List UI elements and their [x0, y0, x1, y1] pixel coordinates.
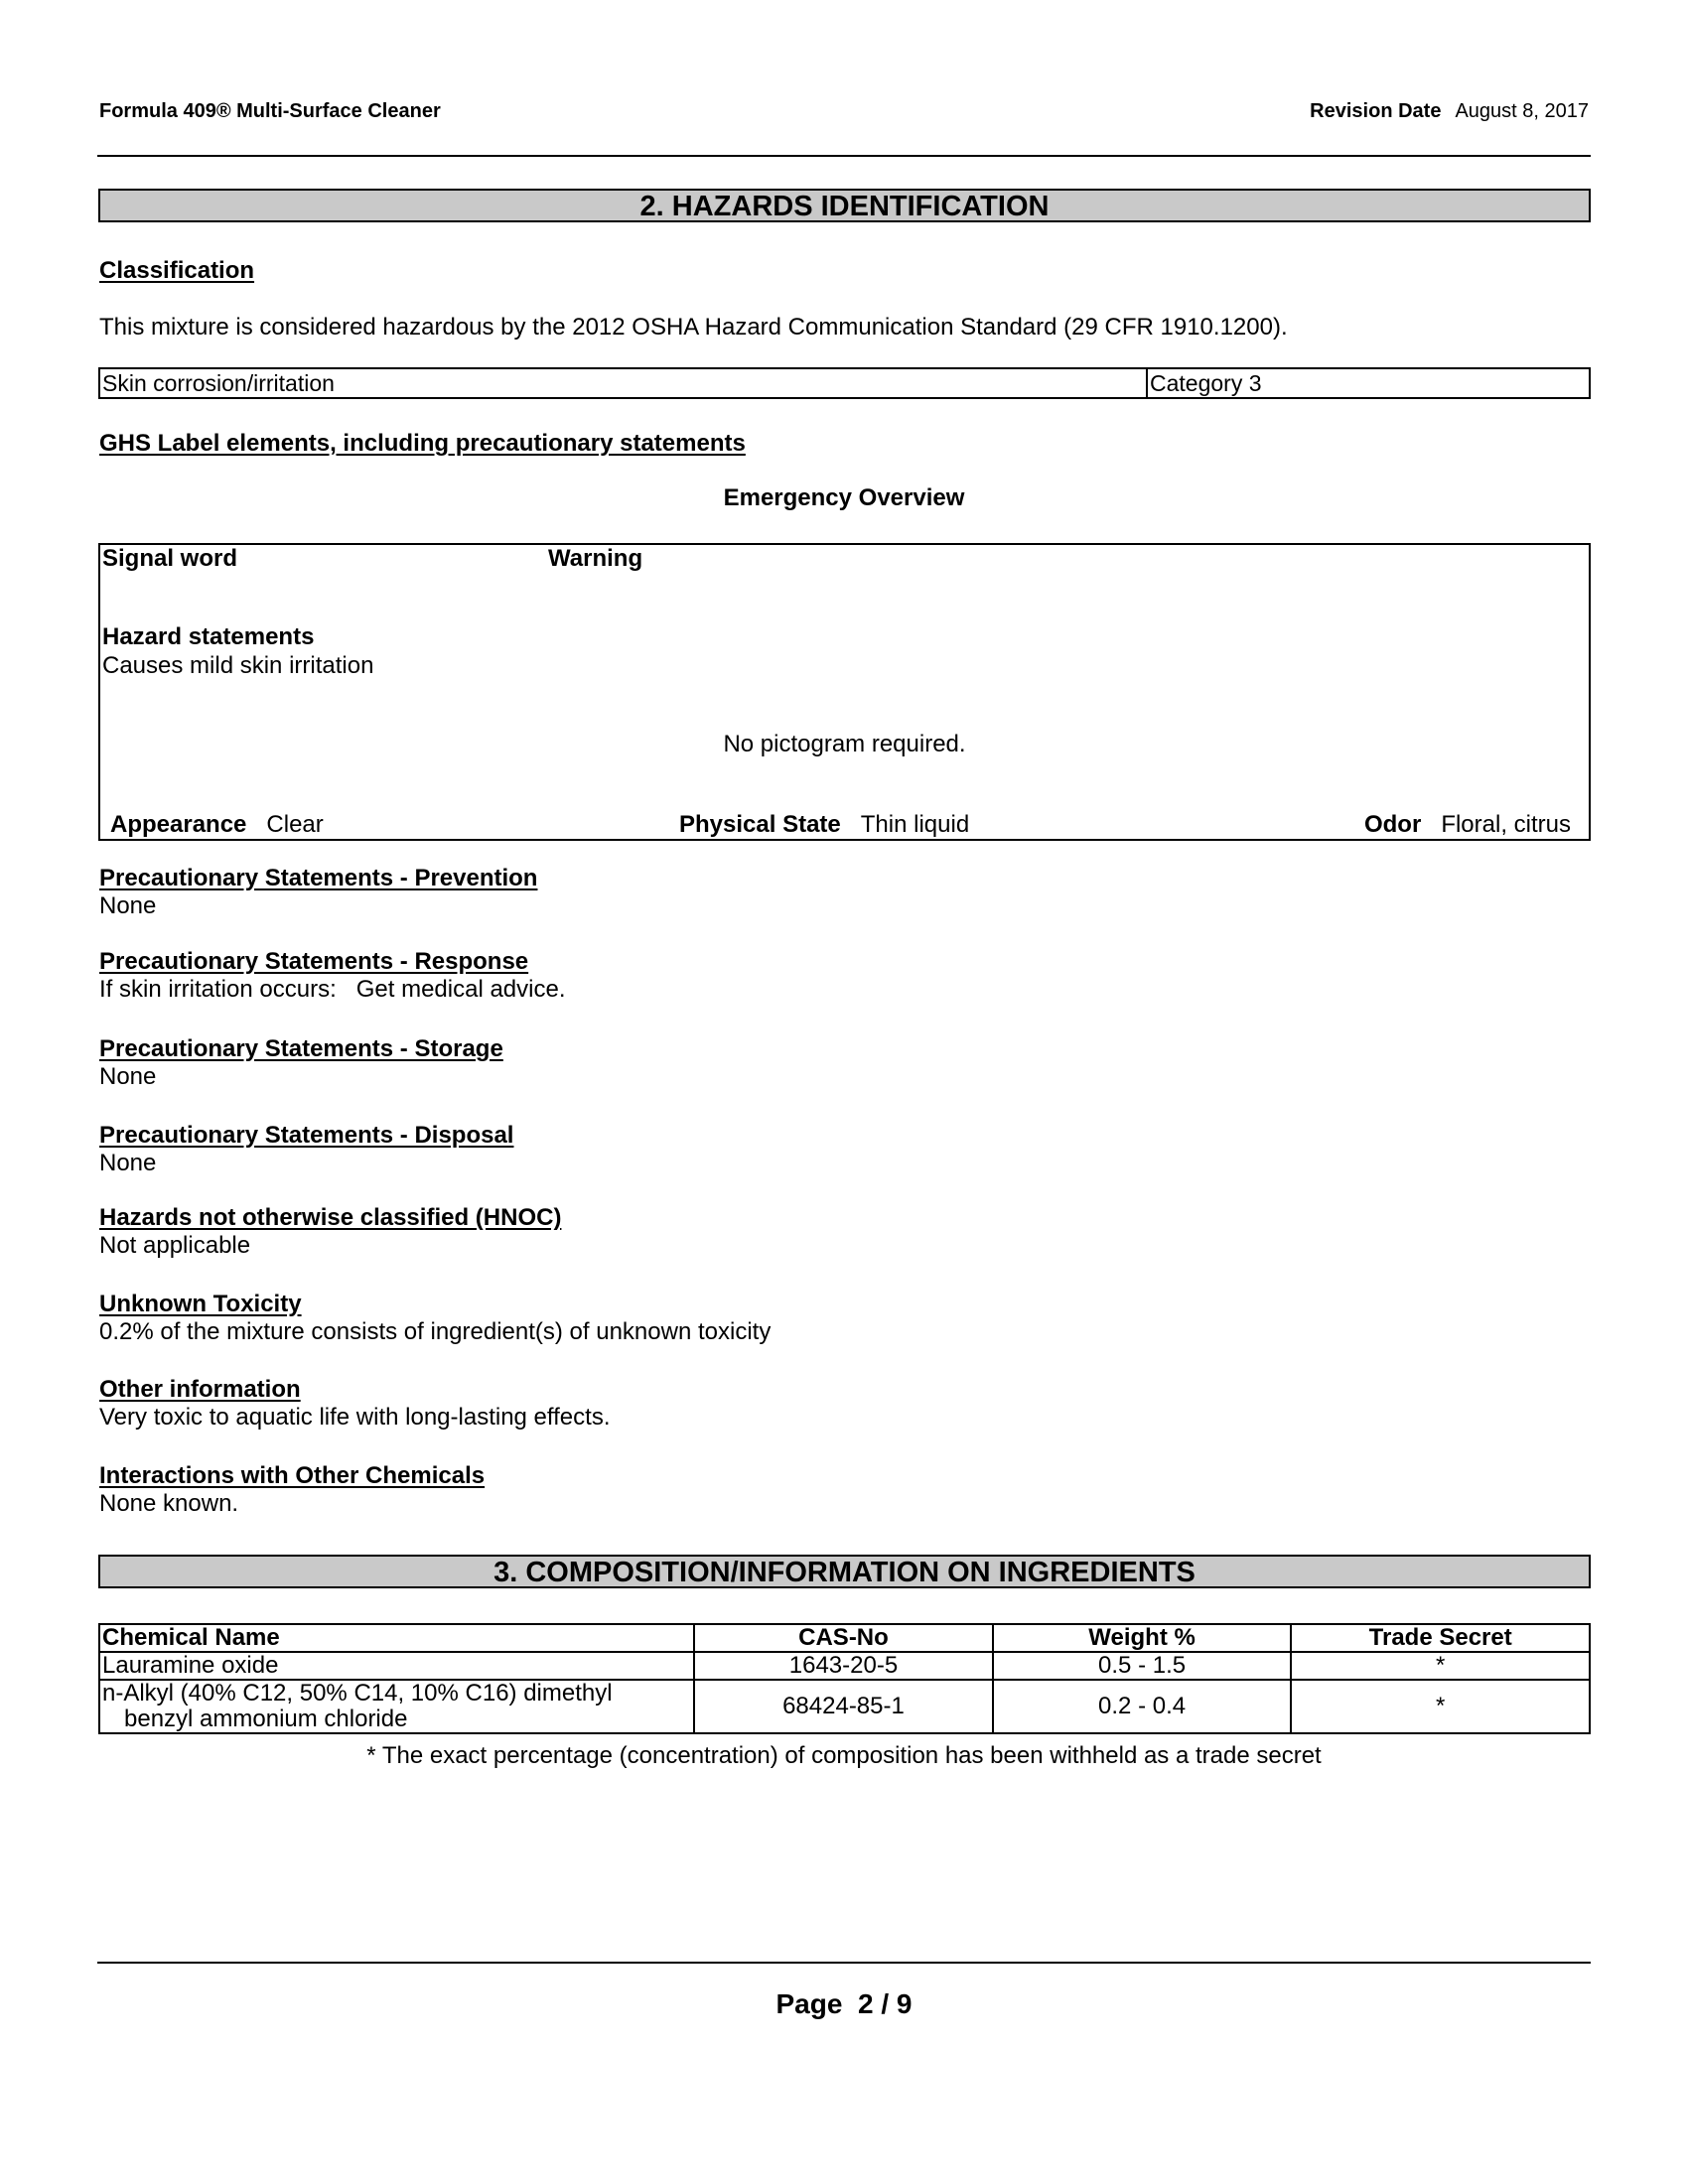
page-indicator: [0, 1988, 1688, 2020]
odor-value: Floral, citrus: [1441, 811, 1571, 838]
statement-block: [99, 1122, 513, 1177]
composition-table: [98, 1623, 1591, 1734]
column-header: Weight %: [993, 1624, 1292, 1652]
column-header: CAS-No: [694, 1624, 993, 1652]
statement-text: Very toxic to aquatic life with long-lasting effects.: [99, 1404, 611, 1431]
footer-divider: [97, 1962, 1591, 1964]
hazard-category: Category 3: [1146, 369, 1262, 397]
appearance-label: Appearance: [110, 811, 247, 838]
table-header-row: [99, 1624, 1590, 1652]
statement-heading: Hazards not otherwise classified (HNOC): [99, 1204, 562, 1231]
emergency-overview-box: [98, 543, 1591, 841]
statement-text: None known.: [99, 1490, 239, 1517]
ghs-heading: GHS Label elements, including precautionary statements: [99, 430, 746, 457]
cas-no: 1643-20-5: [694, 1652, 993, 1680]
trade-secret: *: [1291, 1680, 1590, 1733]
statement-block: [99, 1204, 561, 1260]
section-2-title: 2. HAZARDS IDENTIFICATION: [98, 189, 1591, 222]
statement-text: None: [99, 892, 157, 919]
chemical-name-line: n-Alkyl (40% C12, 50% C14, 10% C16) dimethyl: [102, 1680, 613, 1706]
statement-text: If skin irritation occurs: Get medical advice.: [99, 976, 566, 1003]
table-row: [99, 1652, 1590, 1680]
table-row: [99, 1680, 1590, 1733]
chemical-name-line: benzyl ammonium chloride: [124, 1706, 408, 1732]
statement-heading: Unknown Toxicity: [99, 1291, 302, 1317]
column-header: Chemical Name: [99, 1624, 694, 1652]
pictogram-note: No pictogram required.: [723, 731, 966, 757]
trade-secret: *: [1291, 1652, 1590, 1680]
appearance-value: Clear: [266, 811, 324, 838]
statement-heading: Precautionary Statements - Storage: [99, 1035, 503, 1062]
emergency-overview-title: Emergency Overview: [723, 484, 965, 511]
signal-word-value: Warning: [548, 545, 643, 572]
cas-no: 68424-85-1: [694, 1680, 993, 1733]
classification-row: [98, 367, 1591, 399]
appearance: [110, 811, 324, 839]
statement-text: Not applicable: [99, 1232, 251, 1259]
trade-secret-footnote: * The exact percentage (concentration) of composition has been withheld as a trade secret: [366, 1742, 1322, 1769]
page-number: 2 / 9: [858, 1988, 913, 2019]
statement-text: None: [99, 1150, 157, 1176]
revision-label: Revision Date: [1310, 100, 1442, 122]
statement-heading: Other information: [99, 1376, 301, 1403]
physical-state-label: Physical State: [679, 811, 841, 838]
chemical-name: [99, 1680, 694, 1733]
statement-block: [99, 1291, 771, 1346]
column-header: Trade Secret: [1291, 1624, 1590, 1652]
statement-block: [99, 1462, 485, 1518]
hazard-statements-label: Hazard statements: [102, 623, 315, 650]
statement-heading: Precautionary Statements - Disposal: [99, 1122, 514, 1149]
revision-date-value: August 8, 2017: [1455, 100, 1589, 122]
statement-text: 0.2% of the mixture consists of ingredient(s) of unknown toxicity: [99, 1318, 772, 1345]
statement-heading: Precautionary Statements - Response: [99, 948, 529, 975]
classification-text: This mixture is considered hazardous by the 2012 OSHA Hazard Communication Standard (29 CFR 1910.1200).: [99, 314, 1288, 341]
signal-word-label: Signal word: [102, 545, 238, 572]
statement-block: [99, 1035, 503, 1091]
statement-heading: Interactions with Other Chemicals: [99, 1462, 486, 1489]
chemical-name: Lauramine oxide: [99, 1652, 694, 1680]
classification-heading: Classification: [99, 257, 255, 284]
statement-block: [99, 865, 537, 920]
odor: [1364, 811, 1571, 839]
page-label: Page: [775, 1988, 843, 2019]
weight-percent: 0.2 - 0.4: [993, 1680, 1292, 1733]
header-divider: [97, 155, 1591, 157]
revision-date: [1310, 100, 1589, 123]
odor-label: Odor: [1363, 811, 1422, 838]
statement-text: None: [99, 1063, 157, 1090]
weight-percent: 0.5 - 1.5: [993, 1652, 1292, 1680]
statement-heading: Precautionary Statements - Prevention: [99, 865, 538, 891]
physical-state: [679, 811, 969, 839]
section-3-title: 3. COMPOSITION/INFORMATION ON INGREDIENTS: [98, 1555, 1591, 1588]
physical-state-value: Thin liquid: [860, 811, 970, 838]
statement-block: [99, 948, 566, 1004]
hazard-class: Skin corrosion/irritation: [102, 370, 335, 396]
hazard-statements-value: Causes mild skin irritation: [102, 652, 374, 679]
statement-block: [99, 1376, 611, 1432]
product-name: Formula 409® Multi-Surface Cleaner: [99, 100, 441, 122]
